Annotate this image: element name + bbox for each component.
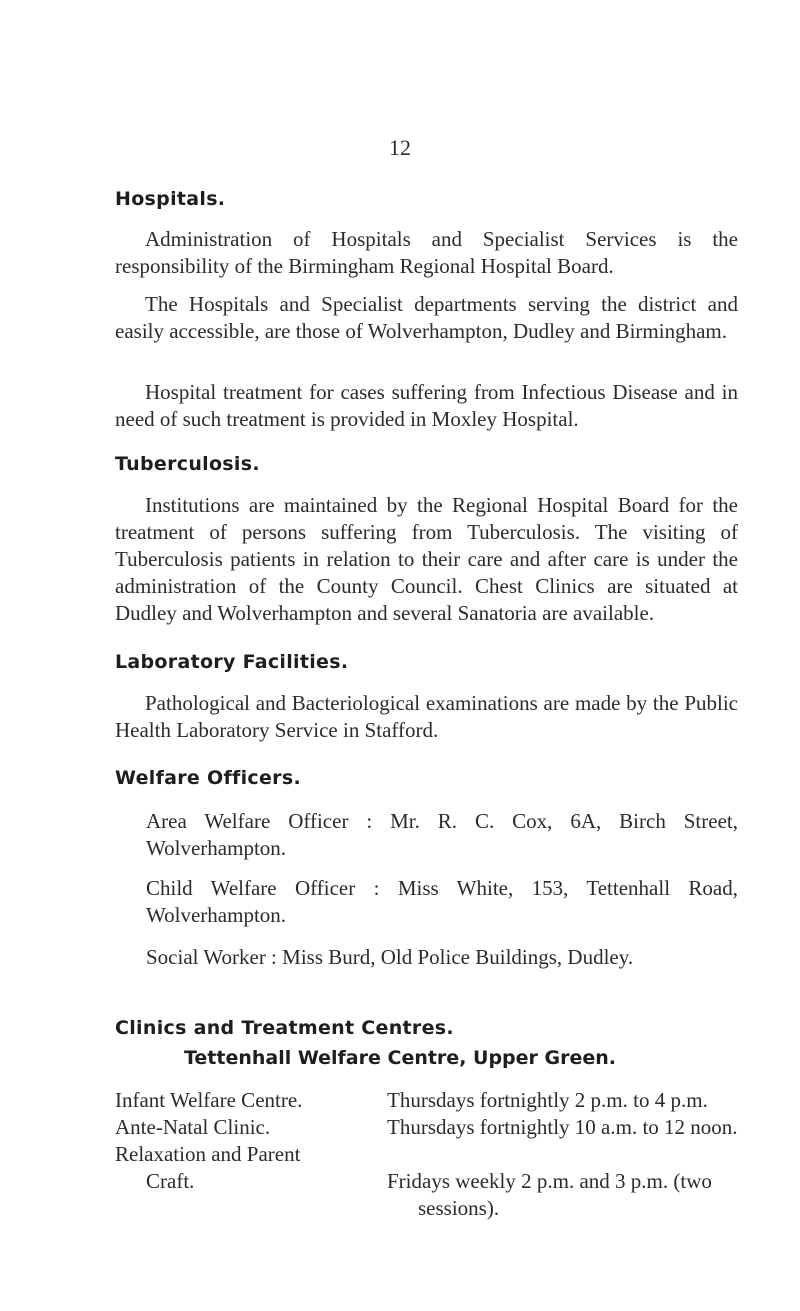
clinic-row-left: Relaxation and Parent <box>115 1142 301 1166</box>
subheading-tettenhall-centre: Tettenhall Welfare Centre, Upper Green. <box>183 1047 617 1069</box>
tuberculosis-paragraph: Institutions are maintained by the Regional Hospital Board for the treatment of persons suffering from Tuberculosis. The visiting of Tuberculosis patients in relation to their care and after care is under the administration of the County Council. Chest Clinics are situated at Dudley and Wolverhampton and several Sanatoria are available. <box>115 493 738 625</box>
heading-hospitals: Hospitals. <box>115 188 226 210</box>
area-welfare-officer-address: Wolverhampton. <box>146 836 287 860</box>
child-welfare-officer-address: Wolverhampton. <box>146 903 287 927</box>
child-welfare-officer-line: Child Welfare Officer : Miss White, 153, Tettenhall Road, <box>146 876 738 900</box>
hospitals-paragraph-1: Administration of Hospitals and Specialist Services is the responsibility of the Birmingham Regional Hospital Board. <box>115 227 738 278</box>
page-number: 12 <box>389 135 411 160</box>
heading-tuberculosis: Tuberculosis. <box>115 453 260 475</box>
heading-laboratory: Laboratory Facilities. <box>115 651 349 673</box>
heading-clinics: Clinics and Treatment Centres. <box>115 1017 454 1039</box>
clinic-row-right: sessions). <box>418 1196 500 1220</box>
hospitals-paragraph-2: The Hospitals and Specialist departments serving the district and easily accessible, are those of Wolverhampton, Dudley and Birmingham. <box>115 292 738 343</box>
heading-welfare-officers: Welfare Officers. <box>115 767 301 789</box>
hospitals-paragraph-3: Hospital treatment for cases suffering from Infectious Disease and in need of such treatment is provided in Moxley Hospital. <box>115 380 738 431</box>
clinic-row-left: Infant Welfare Centre. <box>115 1088 303 1112</box>
area-welfare-officer-line: Area Welfare Officer : Mr. R. C. Cox, 6A, Birch Street, <box>146 809 738 833</box>
laboratory-paragraph: Pathological and Bacteriological examinations are made by the Public Health Laboratory Service in Stafford. <box>115 691 738 742</box>
social-worker-line: Social Worker : Miss Burd, Old Police Buildings, Dudley. <box>146 945 634 969</box>
clinic-row-right: Thursdays fortnightly 10 a.m. to 12 noon. <box>387 1115 738 1139</box>
clinic-row-left: Craft. <box>146 1169 195 1193</box>
clinic-row-left: Ante-Natal Clinic. <box>115 1115 271 1139</box>
clinic-row-right: Fridays weekly 2 p.m. and 3 p.m. (two <box>387 1169 712 1193</box>
clinic-row-right: Thursdays fortnightly 2 p.m. to 4 p.m. <box>387 1088 708 1112</box>
